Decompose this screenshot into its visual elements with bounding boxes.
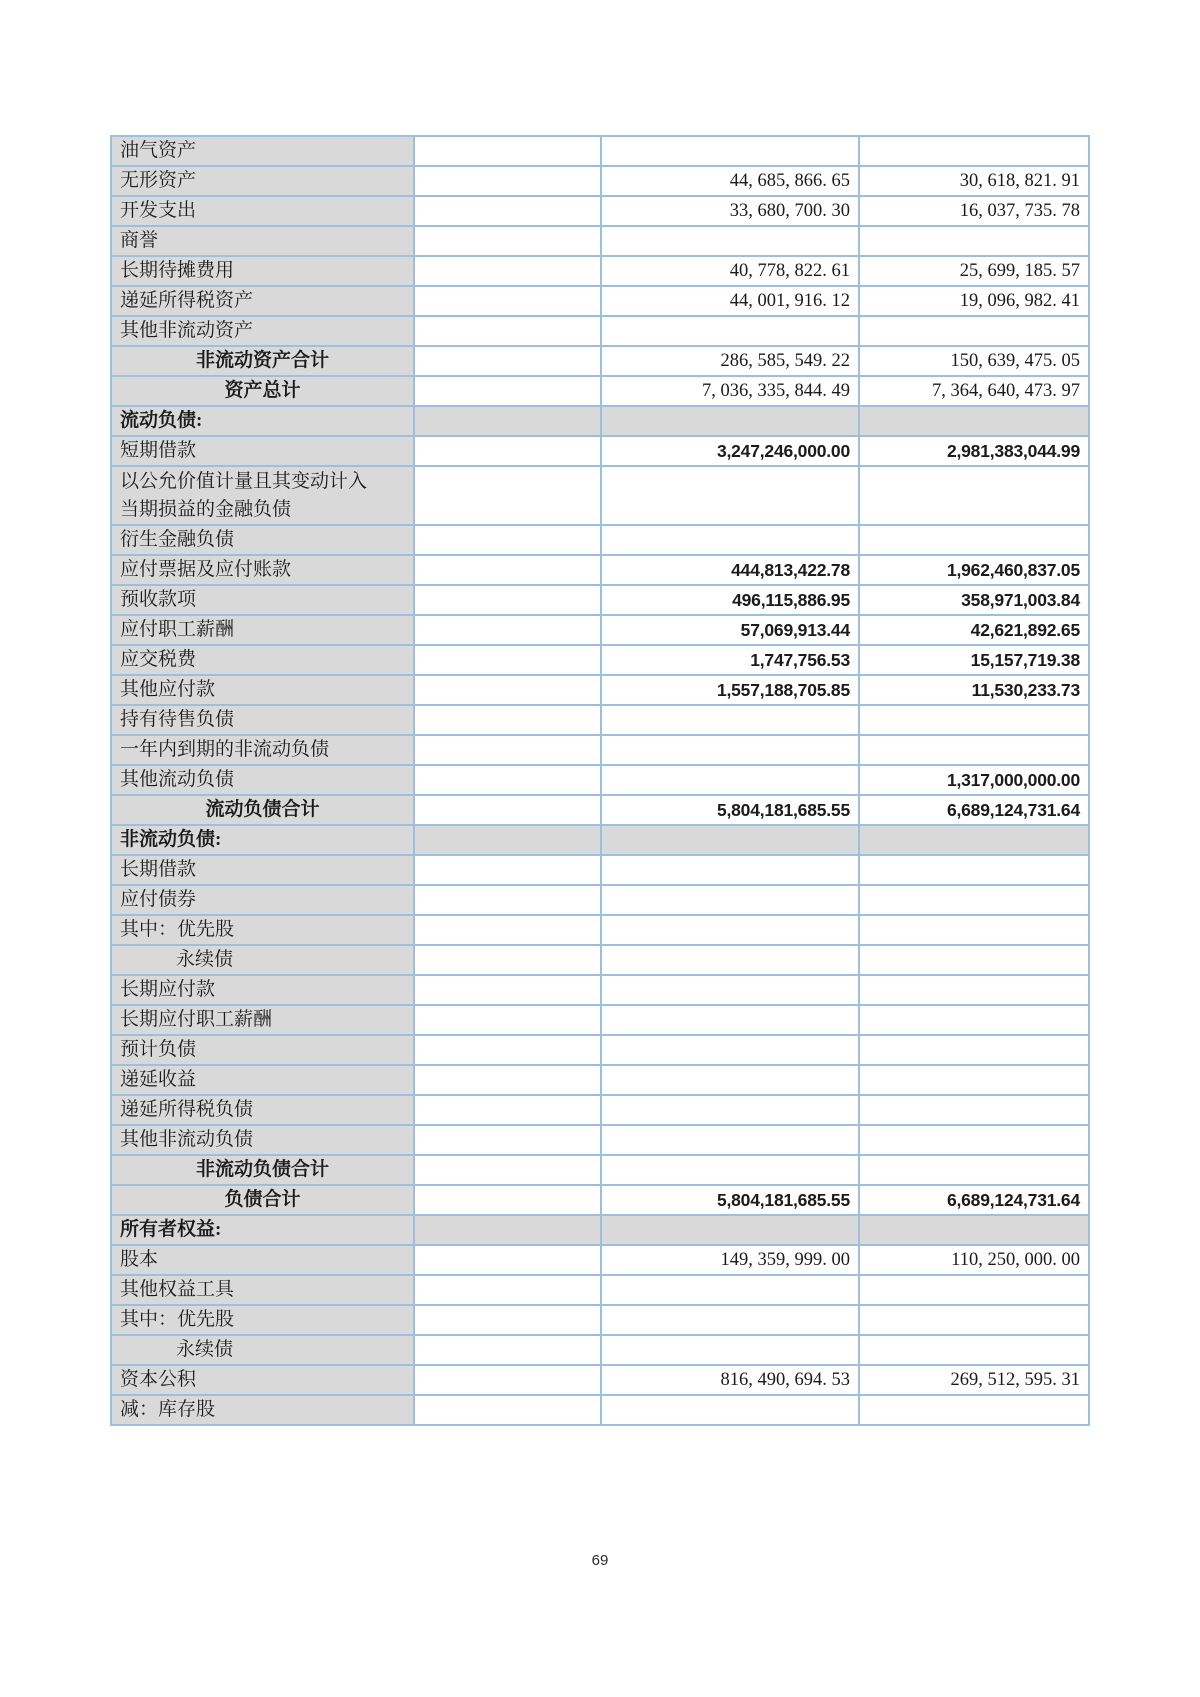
row-label-cell: 一年内到期的非流动负债: [111, 735, 414, 765]
notes-cell: [414, 196, 601, 226]
row-label-cell: 预计负债: [111, 1035, 414, 1065]
row-label-cell: 流动负债:: [111, 406, 414, 436]
table-row: [111, 1035, 1089, 1065]
notes-cell: [414, 705, 601, 735]
current-period-cell: [601, 945, 859, 975]
table-row: [111, 346, 1089, 376]
prior-period-cell: [859, 975, 1089, 1005]
table-row: [111, 735, 1089, 765]
prior-period-cell: [859, 136, 1089, 166]
prior-period-cell: [859, 1035, 1089, 1065]
prior-period-cell: [859, 915, 1089, 945]
table-row: [111, 1155, 1089, 1185]
table-row: [111, 1335, 1089, 1365]
current-period-cell: [601, 1335, 859, 1365]
notes-cell: [414, 1125, 601, 1155]
prior-period-cell: [859, 1305, 1089, 1335]
notes-cell: [414, 555, 601, 585]
row-label-cell: 商誉: [111, 226, 414, 256]
notes-cell: [414, 1185, 601, 1215]
prior-period-cell: 6,689,124,731.64: [859, 1185, 1089, 1215]
table-row: [111, 406, 1089, 436]
row-label-cell: 递延收益: [111, 1065, 414, 1095]
row-label-cell: 开发支出: [111, 196, 414, 226]
prior-period-cell: 19, 096, 982. 41: [859, 286, 1089, 316]
current-period-cell: 496,115,886.95: [601, 585, 859, 615]
notes-cell: [414, 406, 601, 436]
prior-period-cell: [859, 226, 1089, 256]
table-row: [111, 466, 1089, 525]
table-row: [111, 675, 1089, 705]
current-period-cell: 57,069,913.44: [601, 615, 859, 645]
prior-period-cell: [859, 705, 1089, 735]
table-row: [111, 825, 1089, 855]
current-period-cell: 3,247,246,000.00: [601, 436, 859, 466]
current-period-cell: [601, 136, 859, 166]
row-label-cell: 资产总计: [111, 376, 414, 406]
notes-cell: [414, 1395, 601, 1425]
current-period-cell: [601, 1035, 859, 1065]
notes-cell: [414, 975, 601, 1005]
row-label-cell: 长期应付款: [111, 975, 414, 1005]
notes-cell: [414, 525, 601, 555]
notes-cell: [414, 436, 601, 466]
notes-cell: [414, 1275, 601, 1305]
notes-cell: [414, 1305, 601, 1335]
page-number: 69: [591, 1552, 609, 1569]
table-row: [111, 615, 1089, 645]
table-row: [111, 945, 1089, 975]
table-row: [111, 975, 1089, 1005]
notes-cell: [414, 316, 601, 346]
current-period-cell: [601, 825, 859, 855]
row-label-cell: 长期应付职工薪酬: [111, 1005, 414, 1035]
current-period-cell: [601, 1065, 859, 1095]
notes-cell: [414, 615, 601, 645]
notes-cell: [414, 825, 601, 855]
current-period-cell: [601, 1155, 859, 1185]
notes-cell: [414, 1365, 601, 1395]
prior-period-cell: [859, 316, 1089, 346]
table-row: [111, 915, 1089, 945]
notes-cell: [414, 1155, 601, 1185]
current-period-cell: [601, 975, 859, 1005]
current-period-cell: 5,804,181,685.55: [601, 1185, 859, 1215]
balance-sheet-table: [110, 135, 1090, 1426]
prior-period-cell: 6,689,124,731.64: [859, 795, 1089, 825]
notes-cell: [414, 226, 601, 256]
prior-period-cell: [859, 525, 1089, 555]
table-row: [111, 1245, 1089, 1275]
current-period-cell: 149, 359, 999. 00: [601, 1245, 859, 1275]
current-period-cell: [601, 1125, 859, 1155]
row-label-cell: 以公允价值计量且其变动计入 当期损益的金融负债: [111, 466, 414, 525]
prior-period-cell: [859, 1125, 1089, 1155]
notes-cell: [414, 1005, 601, 1035]
table-row: [111, 645, 1089, 675]
current-period-cell: 44, 685, 866. 65: [601, 166, 859, 196]
prior-period-cell: [859, 406, 1089, 436]
current-period-cell: 5,804,181,685.55: [601, 795, 859, 825]
prior-period-cell: [859, 1395, 1089, 1425]
row-label-cell: 非流动资产合计: [111, 346, 414, 376]
table-row: [111, 196, 1089, 226]
current-period-cell: [601, 1305, 859, 1335]
notes-cell: [414, 1245, 601, 1275]
row-label-cell: 流动负债合计: [111, 795, 414, 825]
row-label-cell: 油气资产: [111, 136, 414, 166]
notes-cell: [414, 675, 601, 705]
notes-cell: [414, 466, 601, 525]
row-label-cell: 其他流动负债: [111, 765, 414, 795]
table-row: [111, 166, 1089, 196]
row-label-cell: 递延所得税资产: [111, 286, 414, 316]
row-label-cell: 持有待售负债: [111, 705, 414, 735]
table-row: [111, 1305, 1089, 1335]
table-row: [111, 855, 1089, 885]
prior-period-cell: 150, 639, 475. 05: [859, 346, 1089, 376]
current-period-cell: [601, 226, 859, 256]
prior-period-cell: [859, 1065, 1089, 1095]
prior-period-cell: [859, 855, 1089, 885]
current-period-cell: [601, 1095, 859, 1125]
row-label-cell: 其中：优先股: [111, 915, 414, 945]
prior-period-cell: [859, 466, 1089, 525]
prior-period-cell: 42,621,892.65: [859, 615, 1089, 645]
row-label-cell: 其中：优先股: [111, 1305, 414, 1335]
table-row: [111, 1065, 1089, 1095]
current-period-cell: 33, 680, 700. 30: [601, 196, 859, 226]
notes-cell: [414, 855, 601, 885]
table-row: [111, 376, 1089, 406]
row-label-cell: 所有者权益:: [111, 1215, 414, 1245]
prior-period-cell: [859, 1005, 1089, 1035]
notes-cell: [414, 166, 601, 196]
current-period-cell: [601, 316, 859, 346]
notes-cell: [414, 1035, 601, 1065]
prior-period-cell: 16, 037, 735. 78: [859, 196, 1089, 226]
row-label-cell: 其他权益工具: [111, 1275, 414, 1305]
row-label-cell: 非流动负债:: [111, 825, 414, 855]
row-label-cell: 应付职工薪酬: [111, 615, 414, 645]
row-label-cell: 衍生金融负债: [111, 525, 414, 555]
current-period-cell: [601, 525, 859, 555]
prior-period-cell: [859, 1095, 1089, 1125]
notes-cell: [414, 645, 601, 675]
notes-cell: [414, 1215, 601, 1245]
notes-cell: [414, 945, 601, 975]
notes-cell: [414, 256, 601, 286]
table-row: [111, 316, 1089, 346]
current-period-cell: [601, 855, 859, 885]
notes-cell: [414, 585, 601, 615]
current-period-cell: [601, 1275, 859, 1305]
row-label-cell: 长期待摊费用: [111, 256, 414, 286]
table-row: [111, 1185, 1089, 1215]
table-row: [111, 1365, 1089, 1395]
table-row: [111, 555, 1089, 585]
row-label-cell: 其他非流动资产: [111, 316, 414, 346]
row-label-cell: 预收款项: [111, 585, 414, 615]
prior-period-cell: [859, 1155, 1089, 1185]
current-period-cell: [601, 1005, 859, 1035]
row-label-cell: 负债合计: [111, 1185, 414, 1215]
prior-period-cell: [859, 825, 1089, 855]
current-period-cell: 1,557,188,705.85: [601, 675, 859, 705]
current-period-cell: 7, 036, 335, 844. 49: [601, 376, 859, 406]
current-period-cell: [601, 1215, 859, 1245]
row-label-cell: 减：库存股: [111, 1395, 414, 1425]
prior-period-cell: [859, 885, 1089, 915]
current-period-cell: [601, 765, 859, 795]
row-label-cell: 其他应付款: [111, 675, 414, 705]
table-row: [111, 885, 1089, 915]
table-row: [111, 256, 1089, 286]
current-period-cell: [601, 466, 859, 525]
notes-cell: [414, 136, 601, 166]
table-row: [111, 795, 1089, 825]
prior-period-cell: [859, 1335, 1089, 1365]
prior-period-cell: 358,971,003.84: [859, 585, 1089, 615]
prior-period-cell: 25, 699, 185. 57: [859, 256, 1089, 286]
current-period-cell: [601, 885, 859, 915]
row-label-cell: 应交税费: [111, 645, 414, 675]
current-period-cell: 444,813,422.78: [601, 555, 859, 585]
prior-period-cell: 2,981,383,044.99: [859, 436, 1089, 466]
table-row: [111, 1395, 1089, 1425]
prior-period-cell: [859, 1215, 1089, 1245]
prior-period-cell: 1,317,000,000.00: [859, 765, 1089, 795]
table-row: [111, 1275, 1089, 1305]
notes-cell: [414, 765, 601, 795]
table-row: [111, 226, 1089, 256]
prior-period-cell: [859, 945, 1089, 975]
table-row: [111, 525, 1089, 555]
row-label-cell: 股本: [111, 1245, 414, 1275]
table-row: [111, 136, 1089, 166]
row-label-cell: 长期借款: [111, 855, 414, 885]
prior-period-cell: [859, 735, 1089, 765]
table-row: [111, 1095, 1089, 1125]
row-label-cell: 资本公积: [111, 1365, 414, 1395]
notes-cell: [414, 1095, 601, 1125]
notes-cell: [414, 346, 601, 376]
notes-cell: [414, 735, 601, 765]
current-period-cell: 44, 001, 916. 12: [601, 286, 859, 316]
table-row: [111, 765, 1089, 795]
row-label-cell: 应付债券: [111, 885, 414, 915]
current-period-cell: 286, 585, 549. 22: [601, 346, 859, 376]
prior-period-cell: 7, 364, 640, 473. 97: [859, 376, 1089, 406]
prior-period-cell: 11,530,233.73: [859, 675, 1089, 705]
table-row: [111, 705, 1089, 735]
notes-cell: [414, 795, 601, 825]
prior-period-cell: 15,157,719.38: [859, 645, 1089, 675]
current-period-cell: 816, 490, 694. 53: [601, 1365, 859, 1395]
row-label-cell: 永续债: [111, 945, 414, 975]
current-period-cell: 1,747,756.53: [601, 645, 859, 675]
row-label-cell: 应付票据及应付账款: [111, 555, 414, 585]
current-period-cell: [601, 735, 859, 765]
table-row: [111, 286, 1089, 316]
current-period-cell: [601, 705, 859, 735]
current-period-cell: [601, 406, 859, 436]
prior-period-cell: 1,962,460,837.05: [859, 555, 1089, 585]
table-row: [111, 1125, 1089, 1155]
prior-period-cell: 110, 250, 000. 00: [859, 1245, 1089, 1275]
notes-cell: [414, 885, 601, 915]
balance-sheet-body: [111, 136, 1089, 1425]
prior-period-cell: 269, 512, 595. 31: [859, 1365, 1089, 1395]
current-period-cell: 40, 778, 822. 61: [601, 256, 859, 286]
row-label-cell: 无形资产: [111, 166, 414, 196]
notes-cell: [414, 286, 601, 316]
table-row: [111, 585, 1089, 615]
current-period-cell: [601, 1395, 859, 1425]
table-row: [111, 436, 1089, 466]
row-label-cell: 短期借款: [111, 436, 414, 466]
table-row: [111, 1005, 1089, 1035]
current-period-cell: [601, 915, 859, 945]
row-label-cell: 永续债: [111, 1335, 414, 1365]
notes-cell: [414, 1335, 601, 1365]
table-row: [111, 1215, 1089, 1245]
notes-cell: [414, 1065, 601, 1095]
notes-cell: [414, 376, 601, 406]
row-label-cell: 其他非流动负债: [111, 1125, 414, 1155]
prior-period-cell: [859, 1275, 1089, 1305]
row-label-cell: 递延所得税负债: [111, 1095, 414, 1125]
row-label-cell: 非流动负债合计: [111, 1155, 414, 1185]
notes-cell: [414, 915, 601, 945]
prior-period-cell: 30, 618, 821. 91: [859, 166, 1089, 196]
